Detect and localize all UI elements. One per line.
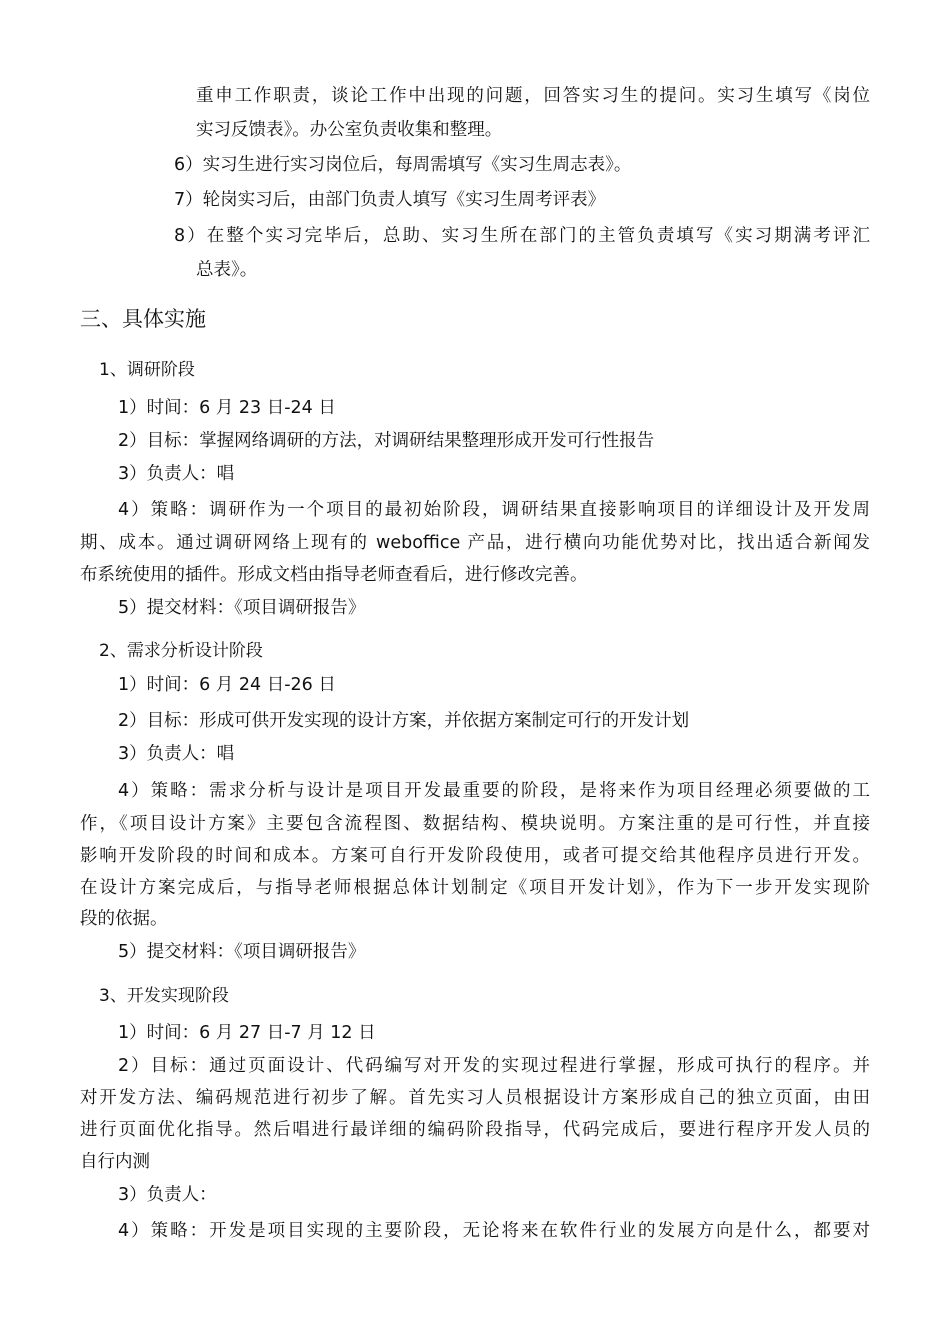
phase3-owner: 3）负责人：: [118, 1185, 217, 1205]
phase3-goal: 2）目标：通过页面设计、代码编写对开发的实现过程进行掌握，形成可执行的程序。并: [118, 1056, 870, 1076]
phase2-goal: 2）目标：形成可供开发实现的设计方案，并依据方案制定可行的开发计划: [118, 711, 690, 731]
list-item-6: 6）实习生进行实习岗位后，每周需填写《实习生周志表》。: [174, 155, 632, 175]
phase1-strategy-continuation: 期、成本。通过调研网络上现有的 weboffice 产品，进行横向功能优势对比，找出适合新闻发: [80, 533, 870, 553]
phase-heading-2: 2、需求分析设计阶段: [99, 641, 263, 661]
phase3-goal-continuation: 进行页面优化指导。然后唱进行最详细的编码阶段指导，代码完成后，要进行程序开发人员的: [80, 1120, 870, 1140]
list-item-5-continuation: 实习反馈表》。办公室负责收集和整理。: [196, 120, 503, 140]
phase2-strategy-continuation: 作，《项目设计方案》主要包含流程图、数据结构、模块说明。方案注重的是可行性，并直接: [80, 814, 870, 834]
phase1-materials: 5）提交材料：《项目调研报告》: [118, 598, 366, 618]
phase2-strategy: 4）策略：需求分析与设计是项目开发最重要的阶段，是将来作为项目经理必须要做的工: [118, 781, 870, 801]
list-item-7: 7）轮岗实习后，由部门负责人填写《实习生周考评表》: [174, 190, 606, 210]
phase2-materials: 5）提交材料：《项目调研报告》: [118, 942, 366, 962]
phase2-time: 1）时间：6 月 24 日-26 日: [118, 675, 336, 695]
phase-heading-3: 3、开发实现阶段: [99, 986, 229, 1006]
phase2-owner: 3）负责人：唱: [118, 744, 235, 764]
list-item-8: 8）在整个实习完毕后，总助、实习生所在部门的主管负责填写《实习期满考评汇: [174, 226, 870, 246]
phase2-strategy-continuation: 在设计方案完成后，与指导老师根据总体计划制定《项目开发计划》，作为下一步开发实现阶: [80, 878, 870, 898]
phase2-strategy-continuation: 段的依据。: [80, 909, 168, 929]
phase3-strategy: 4）策略：开发是项目实现的主要阶段，无论将来在软件行业的发展方向是什么，都要对: [118, 1221, 870, 1241]
phase-heading-1: 1、调研阶段: [99, 360, 195, 380]
list-item-5-continuation: 重申工作职责，谈论工作中出现的问题，回答实习生的提问。实习生填写《岗位: [196, 86, 870, 106]
phase1-time: 1）时间：6 月 23 日-24 日: [118, 398, 336, 418]
phase1-goal: 2）目标：掌握网络调研的方法，对调研结果整理形成开发可行性报告: [118, 431, 655, 451]
phase2-strategy-continuation: 影响开发阶段的时间和成本。方案可自行开发阶段使用，或者可提交给其他程序员进行开发。: [80, 846, 870, 866]
phase1-strategy: 4）策略：调研作为一个项目的最初始阶段，调研结果直接影响项目的详细设计及开发周: [118, 500, 870, 520]
section-heading: 三、具体实施: [80, 307, 206, 331]
phase1-strategy-continuation: 布系统使用的插件。形成文档由指导老师查看后，进行修改完善。: [80, 565, 588, 585]
phase3-time: 1）时间：6 月 27 日-7 月 12 日: [118, 1023, 376, 1043]
list-item-8-continuation: 总表》。: [196, 260, 258, 280]
phase1-owner: 3）负责人：唱: [118, 464, 235, 484]
phase3-goal-continuation: 自行内测: [80, 1152, 150, 1172]
phase3-goal-continuation: 对开发方法、编码规范进行初步了解。首先实习人员根据设计方案形成自己的独立页面，由田: [80, 1088, 870, 1108]
